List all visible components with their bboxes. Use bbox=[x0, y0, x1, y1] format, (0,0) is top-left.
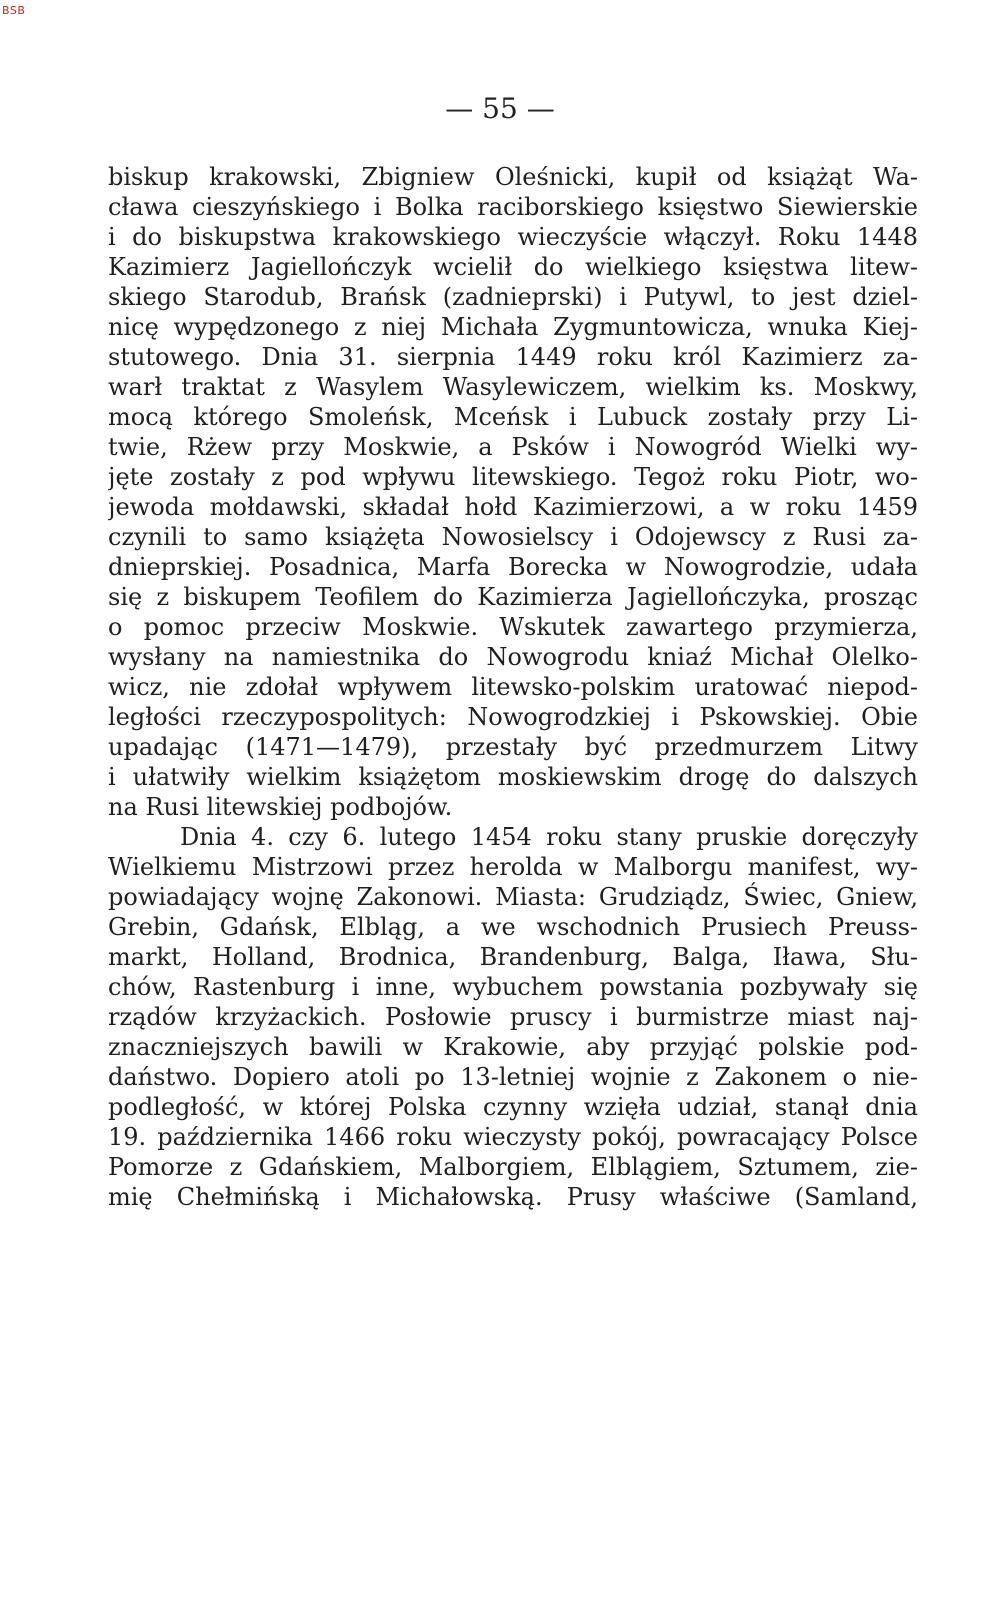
text-line: jewoda mołdawski, składał hołd Kazimierzowi, a w roku 1459 bbox=[108, 493, 918, 521]
text-line: Pomorze z Gdańskiem, Malborgiem, Elblągiem, Sztumem, zie- bbox=[108, 1153, 918, 1181]
text-line: wysłany na namiestnika do Nowogrodu kniaź Michał Olelko- bbox=[108, 643, 918, 671]
text-line: i do biskupstwa krakowskiego wieczyście włączył. Roku 1448 bbox=[108, 223, 918, 251]
text-line: znaczniejszych bawili w Krakowie, aby przyjąć polskie pod- bbox=[108, 1033, 918, 1061]
text-line: dnieprskiej. Posadnica, Marfa Borecka w Nowogrodzie, udała bbox=[108, 553, 918, 581]
text-line: warł traktat z Wasylem Wasylewiczem, wielkim ks. Moskwy, bbox=[108, 373, 918, 401]
text-line: podległość, w której Polska czynny wzięła udział, stanął dnia bbox=[108, 1093, 918, 1121]
text-line: powiadający wojnę Zakonowi. Miasta: Grudziądz, Świec, Gniew, bbox=[108, 883, 918, 911]
text-line: skiego Starodub, Brańsk (zadnieprski) i Putywl, to jest dziel- bbox=[108, 283, 918, 311]
text-line: markt, Holland, Brodnica, Brandenburg, Balga, Iława, Słu- bbox=[108, 943, 918, 971]
text-line: mię Chełmińską i Michałowską. Prusy właściwe (Samland, bbox=[108, 1183, 918, 1211]
text-line: biskup krakowski, Zbigniew Oleśnicki, kupił od książąt Wa- bbox=[108, 163, 918, 191]
text-line: stutowego. Dnia 31. sierpnia 1449 roku król Kazimierz za- bbox=[108, 343, 918, 371]
paragraph-start-line: Dnia 4. czy 6. lutego 1454 roku stany pruskie doręczyły bbox=[180, 823, 918, 851]
page-number: — 55 — bbox=[445, 92, 555, 125]
text-line: daństwo. Dopiero atoli po 13-letniej wojnie z Zakonem o nie- bbox=[108, 1063, 918, 1091]
text-line: wicz, nie zdołał wpływem litewsko-polskim uratować niepod- bbox=[108, 673, 918, 701]
text-line: Kazimierz Jagiellończyk wcielił do wielkiego księstwa litew- bbox=[108, 253, 918, 281]
text-line: cława cieszyńskiego i Bolka raciborskiego księstwo Siewierskie bbox=[108, 193, 918, 221]
text-line: i ułatwiły wielkim książętom moskiewskim drogę do dalszych bbox=[108, 763, 918, 791]
text-line: mocą którego Smoleńsk, Mceńsk i Lubuck zostały przy Li- bbox=[108, 403, 918, 431]
body-text bbox=[108, 162, 918, 1212]
paragraph-end-line: na Rusi litewskiej podbojów. bbox=[108, 793, 453, 821]
text-line: się z biskupem Teofilem do Kazimierza Jagiellończyka, prosząc bbox=[108, 583, 918, 611]
library-stamp: BSB bbox=[2, 4, 26, 17]
text-line: twie, Rżew przy Moskwie, a Psków i Nowogród Wielki wy- bbox=[108, 433, 918, 461]
text-line: upadając (1471—1479), przestały być przedmurzem Litwy bbox=[108, 733, 918, 761]
text-line: rządów krzyżackich. Posłowie pruscy i burmistrze miast naj- bbox=[108, 1003, 918, 1031]
text-line: o pomoc przeciw Moskwie. Wskutek zawartego przymierza, bbox=[108, 613, 918, 641]
text-line: nicę wypędzonego z niej Michała Zygmuntowicza, wnuka Kiej- bbox=[108, 313, 918, 341]
text-line: Grebin, Gdańsk, Elbląg, a we wschodnich Prusiech Preuss- bbox=[108, 913, 918, 941]
text-line: jęte zostały z pod wpływu litewskiego. Tegoż roku Piotr, wo- bbox=[108, 463, 918, 491]
text-line: chów, Rastenburg i inne, wybuchem powstania pozbywały się bbox=[108, 973, 918, 1001]
text-line: ległości rzeczypospolitych: Nowogrodzkiej i Pskowskiej. Obie bbox=[108, 703, 918, 731]
text-line: czynili to samo książęta Nowosielscy i Odojewscy z Rusi za- bbox=[108, 523, 918, 551]
text-line: 19. października 1466 roku wieczysty pokój, powracający Polsce bbox=[108, 1123, 918, 1151]
text-line: Wielkiemu Mistrzowi przez herolda w Malborgu manifest, wy- bbox=[108, 853, 918, 881]
